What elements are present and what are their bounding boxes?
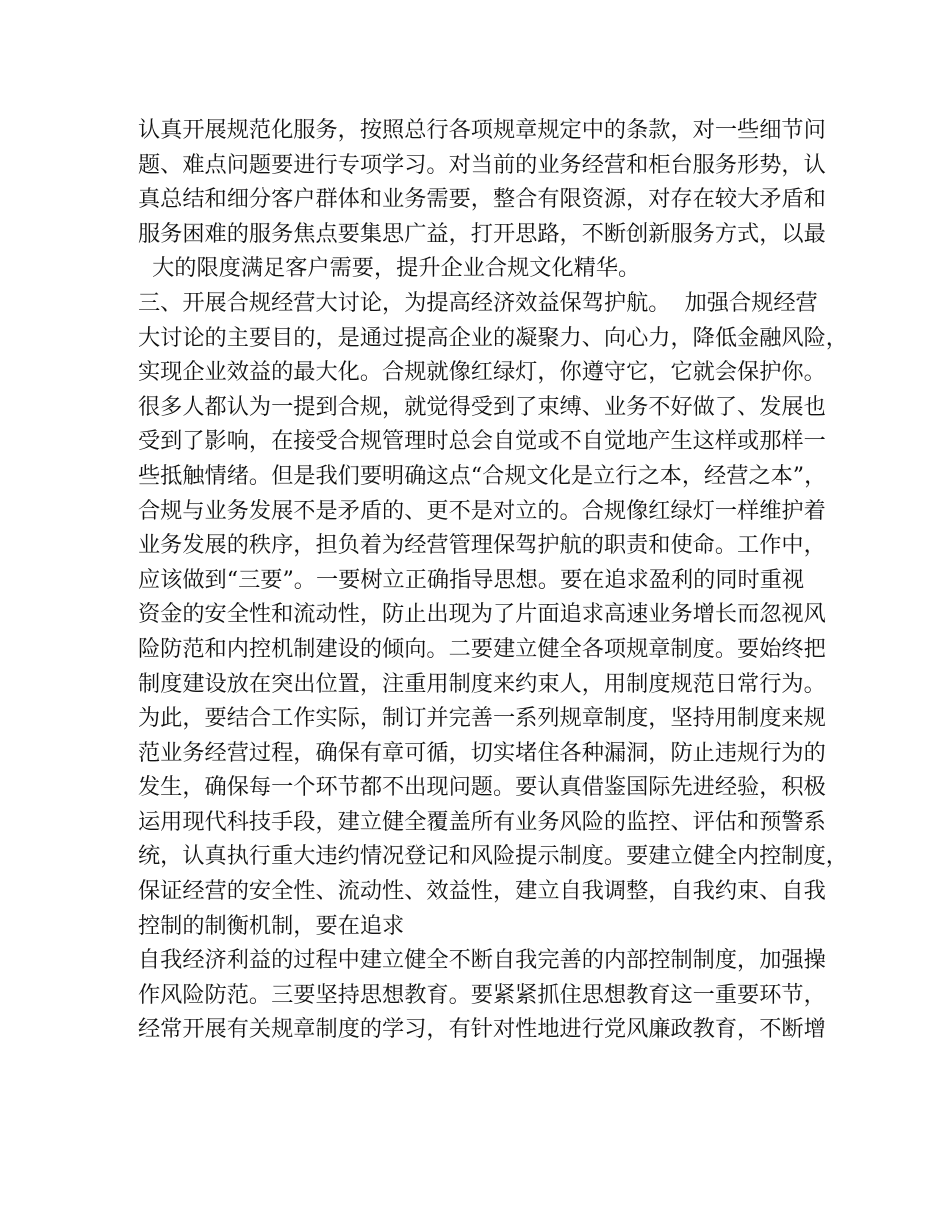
text-line: 服务困难的服务焦点要集思广益，打开思路，不断创新服务方式，以最 [138,220,826,247]
text-line: 真总结和细分客户群体和业务需要，整合有限资源，对存在较大矛盾和 [138,186,826,213]
text-line: 统，认真执行重大违约情况登记和风险提示制度。要建立健全内控制度， [138,843,848,870]
text-line: 实现企业效益的最大化。合规就像红绿灯，你遵守它，它就会保护你。 [138,359,826,386]
text-line: 自我经济利益的过程中建立健全不断自我完善的内部控制制度，加强操 [138,947,826,974]
text-line: 作风险防范。三要坚持思想教育。要紧紧抓住思想教育这一重要环节， [138,981,826,1008]
text-line: 制度建设放在突出位置，注重用制度来约束人，用制度规范日常行为。 [138,670,826,697]
text-line: 为此，要结合工作实际，制订并完善一系列规章制度，坚持用制度来规 [138,705,826,732]
section-heading-line: 三、开展合规经营大讨论，为提高经济效益保驾护航。 加强合规经营 [138,289,818,316]
text-line: 大的限度满足客户需要，提升企业合规文化精华。 [138,255,641,282]
text-line: 认真开展规范化服务，按照总行各项规章规定中的条款，对一些细节问 [138,117,826,143]
body-text [138,113,848,1047]
text-line: 资金的安全性和流动性，防止出现为了片面追求高速业务增长而忽视风 [138,601,826,628]
text-line: 业务发展的秩序，担负着为经营管理保驾护航的职责和使命。工作中， [138,532,826,559]
text-line: 运用现代科技手段，建立健全覆盖所有业务风险的监控、评估和预警系 [138,808,826,835]
text-line: 经常开展有关规章制度的学习，有针对性地进行党风廉政教育，不断增 [138,1016,826,1043]
text-line: 险防范和内控机制建设的倾向。二要建立健全各项规章制度。要始终把 [138,635,826,662]
text-line: 控制的制衡机制，要在追求 [138,912,405,939]
text-line: 大讨论的主要目的，是通过提高企业的凝聚力、向心力，降低金融风险， [138,324,848,351]
text-line: 保证经营的安全性、流动性、效益性，建立自我调整，自我约束、自我 [138,878,826,905]
text-line: 范业务经营过程，确保有章可循，切实堵住各种漏洞，防止违规行为的 [138,739,826,766]
text-line: 受到了影响，在接受合规管理时总会自觉或不自觉地产生这样或那样一 [138,428,826,455]
text-line: 些抵触情绪。但是我们要明确这点“合规文化是立行之本，经营之本”， [138,462,827,489]
text-line: 发生，确保每一个环节都不出现问题。要认真借鉴国际先进经验，积极 [138,774,826,801]
text-line: 很多人都认为一提到合规，就觉得受到了束缚、业务不好做了、发展也 [138,393,826,420]
text-line: 题、难点问题要进行专项学习。对当前的业务经营和柜台服务形势，认 [138,151,826,178]
text-line: 应该做到“三要”。一要树立正确指导思想。要在追求盈利的同时重视 [138,566,805,593]
text-line: 合规与业务发展不是矛盾的、更不是对立的。合规像红绿灯一样维护着 [138,497,826,524]
